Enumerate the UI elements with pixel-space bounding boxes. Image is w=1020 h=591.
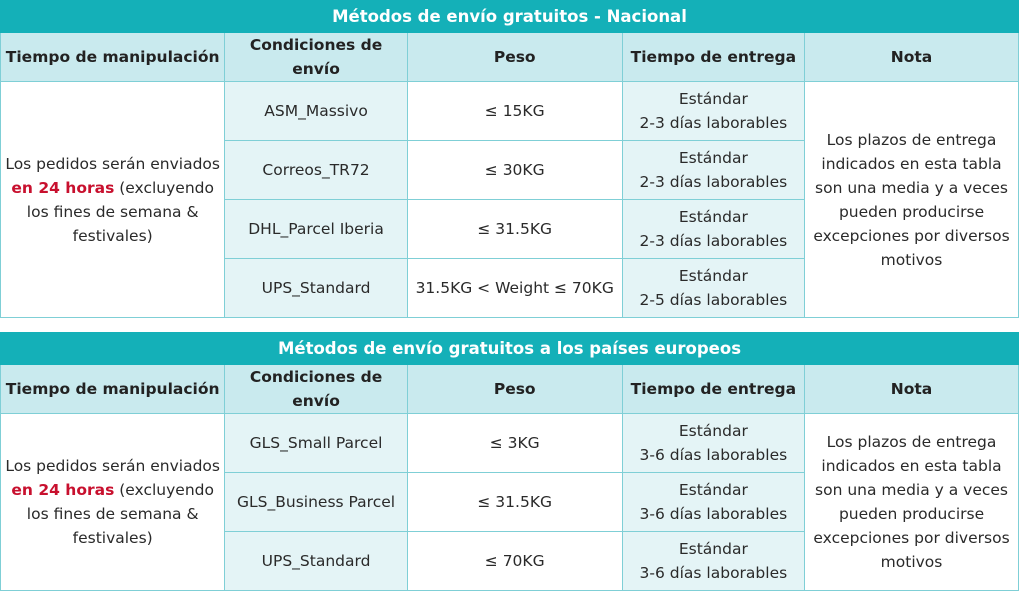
weight-cell: 31.5KG < Weight ≤ 70KG <box>407 259 622 318</box>
carrier-cell: ASM_Massivo <box>225 82 407 141</box>
table-title: Métodos de envío gratuitos - Nacional <box>1 1 1019 33</box>
handling-highlight: en 24 horas <box>11 178 115 197</box>
weight-cell: ≤ 30KG <box>407 141 622 200</box>
table-row <box>1 82 1019 141</box>
delivery-cell <box>622 532 804 591</box>
delivery-days: 3-6 días laborables <box>639 564 788 582</box>
delivery-type: Estándar <box>678 422 748 440</box>
carrier-cell: DHL_Parcel Iberia <box>225 200 407 259</box>
handling-suffix: (excluyendo los fines de semana & festivales) <box>26 178 214 245</box>
carrier-cell: UPS_Standard <box>225 532 407 591</box>
delivery-type: Estándar <box>678 149 748 167</box>
delivery-type: Estándar <box>678 481 748 499</box>
handling-time-cell <box>1 82 225 318</box>
carrier-cell: GLS_Business Parcel <box>225 473 407 532</box>
note-cell: Los plazos de entrega indicados en esta tabla son una media y a veces pueden producirse excepciones por diversos motivos <box>805 414 1019 591</box>
header-handling-time: Tiempo de manipulación <box>1 33 225 82</box>
delivery-cell <box>622 414 804 473</box>
delivery-days: 2-5 días laborables <box>639 291 788 309</box>
weight-cell: ≤ 31.5KG <box>407 200 622 259</box>
carrier-cell: GLS_Small Parcel <box>225 414 407 473</box>
carrier-cell: Correos_TR72 <box>225 141 407 200</box>
header-note: Nota <box>805 33 1019 82</box>
delivery-type: Estándar <box>678 540 748 558</box>
delivery-type: Estándar <box>678 267 748 285</box>
delivery-cell <box>622 200 804 259</box>
header-shipping-conditions: Condiciones de envío <box>225 365 407 414</box>
table-row <box>1 414 1019 473</box>
weight-cell: ≤ 3KG <box>407 414 622 473</box>
handling-prefix: Los pedidos serán enviados <box>5 154 220 173</box>
handling-time-cell <box>1 414 225 591</box>
delivery-cell <box>622 259 804 318</box>
header-note: Nota <box>805 365 1019 414</box>
handling-suffix: (excluyendo los fines de semana & festivales) <box>26 481 214 547</box>
carrier-cell: UPS_Standard <box>225 259 407 318</box>
table-title: Métodos de envío gratuitos a los países europeos <box>1 333 1019 365</box>
delivery-days: 2-3 días laborables <box>639 232 788 250</box>
note-cell: Los plazos de entrega indicados en esta tabla son una media y a veces pueden producirse excepciones por diversos motivos <box>805 82 1019 318</box>
weight-cell: ≤ 15KG <box>407 82 622 141</box>
delivery-days: 2-3 días laborables <box>639 114 788 132</box>
header-delivery-time: Tiempo de entrega <box>622 365 804 414</box>
weight-cell: ≤ 31.5KG <box>407 473 622 532</box>
delivery-type: Estándar <box>678 90 748 108</box>
delivery-cell <box>622 82 804 141</box>
shipping-table-europe <box>0 332 1019 591</box>
delivery-days: 2-3 días laborables <box>639 173 788 191</box>
header-weight: Peso <box>407 365 622 414</box>
handling-prefix: Los pedidos serán enviados <box>5 457 220 475</box>
delivery-cell <box>622 473 804 532</box>
header-weight: Peso <box>407 33 622 82</box>
header-handling-time: Tiempo de manipulación <box>1 365 225 414</box>
delivery-cell <box>622 141 804 200</box>
weight-cell: ≤ 70KG <box>407 532 622 591</box>
delivery-days: 3-6 días laborables <box>639 505 788 523</box>
handling-highlight: en 24 horas <box>11 481 115 499</box>
header-shipping-conditions: Condiciones de envío <box>225 33 407 82</box>
header-delivery-time: Tiempo de entrega <box>622 33 804 82</box>
delivery-days: 3-6 días laborables <box>639 446 788 464</box>
delivery-type: Estándar <box>678 208 748 226</box>
